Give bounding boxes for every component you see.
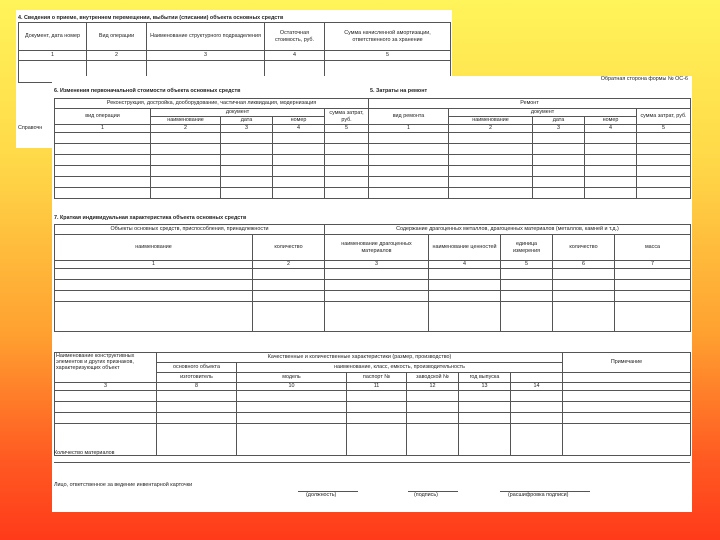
cell (407, 424, 459, 456)
sheet-front (52, 76, 692, 512)
sheet1-header: Вид операции (87, 23, 147, 51)
sec7-title: 7. Краткая индивидуальная характеристика объекта основных средств (54, 215, 247, 221)
cell (585, 155, 637, 166)
col-number: 12 (407, 383, 459, 391)
cell (55, 133, 151, 144)
col-number: 1 (55, 125, 151, 133)
cell (615, 280, 691, 291)
cell (615, 269, 691, 280)
cell (151, 177, 221, 188)
cell (369, 155, 449, 166)
cell (637, 188, 691, 199)
cell (325, 144, 369, 155)
sec5-sub: Ремонт (369, 99, 691, 109)
cell (429, 280, 501, 291)
cell (369, 133, 449, 144)
sheet1-header: Наименование структурного подразделения (147, 23, 265, 51)
sec5-title: 5. Затраты на ремонт (370, 88, 428, 94)
cell (449, 144, 533, 155)
cell (325, 177, 369, 188)
cell (533, 177, 585, 188)
cell (151, 144, 221, 155)
cell (449, 133, 533, 144)
sec5-doc: номер (585, 117, 637, 125)
sign-label-signature: (подпись) (414, 492, 438, 498)
cell (55, 188, 151, 199)
sign-label-position: (должность) (306, 492, 337, 498)
cell (511, 391, 563, 402)
col-number: 4 (273, 125, 325, 133)
col-number: 3 (55, 383, 157, 391)
cell (157, 391, 237, 402)
cell (563, 373, 691, 383)
sign-label-decoding: (расшифровка подписи) (508, 492, 569, 498)
cell (273, 188, 325, 199)
cell (501, 269, 553, 280)
cell (533, 166, 585, 177)
cell (55, 177, 151, 188)
cell (347, 391, 407, 402)
cell (55, 391, 157, 402)
sec8-col: паспорт № (347, 373, 407, 383)
divider (54, 462, 690, 463)
col-number: 4 (429, 261, 501, 269)
cell (347, 413, 407, 424)
cell (55, 402, 157, 413)
cell (237, 391, 347, 402)
cell (511, 424, 563, 456)
cell (553, 291, 615, 302)
sec8-note: Примечание (563, 353, 691, 373)
sheet1-table (18, 22, 451, 83)
sec7-table (54, 224, 691, 332)
cell (55, 302, 253, 332)
cell (325, 188, 369, 199)
sec8-col: изготовитель (157, 373, 237, 383)
cell (533, 155, 585, 166)
cell (459, 402, 511, 413)
cell (511, 373, 563, 383)
sec8-table (54, 352, 691, 456)
col-number: 13 (459, 383, 511, 391)
cell (157, 413, 237, 424)
sec6-doc: наименование (151, 117, 221, 125)
cell (637, 166, 691, 177)
col-number: 10 (237, 383, 347, 391)
sec6-col: сумма затрат, руб. (325, 109, 369, 125)
cell (369, 166, 449, 177)
cell (459, 424, 511, 456)
cell (55, 280, 253, 291)
cell (151, 133, 221, 144)
col-number: 5 (501, 261, 553, 269)
form-label: Обратная сторона формы № ОС-6 (600, 76, 688, 82)
col-number: 11 (347, 383, 407, 391)
col-number: 2 (253, 261, 325, 269)
cell (449, 166, 533, 177)
cell (55, 155, 151, 166)
cell (55, 269, 253, 280)
cell (273, 166, 325, 177)
sec8-col: основного объекта (157, 363, 237, 373)
cell (501, 291, 553, 302)
col-number: 3 (147, 51, 265, 61)
cell (253, 280, 325, 291)
col-number: 2 (151, 125, 221, 133)
cell (325, 166, 369, 177)
cell (221, 144, 273, 155)
col-number: 6 (553, 261, 615, 269)
sec8-col: год выпуска (459, 373, 511, 383)
left-stub: Справочн (18, 125, 43, 131)
sec5-table (368, 98, 691, 199)
cell (429, 269, 501, 280)
cell (325, 280, 429, 291)
cell (459, 391, 511, 402)
cell (429, 302, 501, 332)
cell (237, 424, 347, 456)
cell (563, 413, 691, 424)
cell (273, 177, 325, 188)
cell (273, 133, 325, 144)
sec8-left: Наименование конструктивных элементов и других признаков, характеризующих объект (55, 353, 157, 383)
cell (637, 155, 691, 166)
cell (369, 177, 449, 188)
col-number: 5 (325, 125, 369, 133)
sec7-col: количество (553, 235, 615, 261)
cell (615, 302, 691, 332)
sec6-sub: Реконструкция, достройка, дооборудование, частичная ликвидация, модернизация (55, 99, 369, 109)
cell (501, 280, 553, 291)
cell (533, 133, 585, 144)
footer-responsible: Лицо, ответственное за ведение инвентарной карточки (54, 482, 193, 488)
cell (325, 302, 429, 332)
cell (585, 144, 637, 155)
cell (533, 188, 585, 199)
sec6-title: 6. Изменения первоначальной стоимости объекта основных средств (54, 88, 241, 94)
cell (55, 166, 151, 177)
cell (325, 269, 429, 280)
sheet1-header: Сумма начисленной амортизации, ответственного за хранение (325, 23, 451, 51)
cell (429, 291, 501, 302)
sheet1-title: 4. Сведения о приеме, внутреннем перемещении, выбытии (списании) объекта основных средств (18, 15, 284, 21)
cell (553, 269, 615, 280)
sec5-doc: дата (533, 117, 585, 125)
cell (449, 177, 533, 188)
cell (273, 155, 325, 166)
col-number: 8 (157, 383, 237, 391)
col-number: 3 (533, 125, 585, 133)
cell (347, 424, 407, 456)
cell (637, 144, 691, 155)
col-number: 1 (55, 261, 253, 269)
col-number: 14 (511, 383, 563, 391)
col-number: 5 (325, 51, 451, 61)
cell (563, 402, 691, 413)
sec6-doc: дата (221, 117, 273, 125)
col-number: 5 (637, 125, 691, 133)
cell (237, 402, 347, 413)
cell (563, 391, 691, 402)
cell (511, 413, 563, 424)
cell (615, 291, 691, 302)
cell (585, 177, 637, 188)
cell (563, 424, 691, 456)
cell (369, 144, 449, 155)
sec7-col: наименование ценностей (429, 235, 501, 261)
cell (459, 413, 511, 424)
cell (151, 155, 221, 166)
cell (533, 144, 585, 155)
cell (273, 144, 325, 155)
col-number: 7 (615, 261, 691, 269)
col-number: 4 (265, 51, 325, 61)
cell (55, 144, 151, 155)
cell (221, 188, 273, 199)
cell (637, 133, 691, 144)
cell (221, 166, 273, 177)
cell (157, 424, 237, 456)
cell (449, 155, 533, 166)
sec5-col: сумма затрат, руб. (637, 109, 691, 125)
cell (157, 402, 237, 413)
sec6-table (54, 98, 369, 199)
cell (253, 269, 325, 280)
sec7-col: наименование (55, 235, 253, 261)
cell (563, 383, 691, 391)
cell (407, 391, 459, 402)
cell (253, 291, 325, 302)
sec8-h: Качественные и количественные характеристики (размер, производство) (157, 353, 563, 363)
cell (585, 166, 637, 177)
sec8-col: наименование, класс, емкость, производительность (237, 363, 563, 373)
cell (55, 291, 253, 302)
cell (511, 402, 563, 413)
cell (553, 302, 615, 332)
cell (585, 133, 637, 144)
sec6-doc: номер (273, 117, 325, 125)
cell (325, 155, 369, 166)
cell (55, 413, 157, 424)
sec7-col: наименование драгоценных материалов (325, 235, 429, 261)
sheet1-header: Документ, дата номер (19, 23, 87, 51)
cell (221, 155, 273, 166)
cell (347, 402, 407, 413)
cell (151, 166, 221, 177)
sec7-h1: Объекты основных средств, приспособления, принадлежности (55, 225, 325, 235)
sec7-h2: Содержание драгоценных металлов, драгоценных материалов (металлов, камней и т.д.) (325, 225, 691, 235)
cell (221, 177, 273, 188)
cell (325, 133, 369, 144)
cell (585, 188, 637, 199)
footer-materials: Количество материалов (54, 450, 115, 456)
sec6-col: вид операции (55, 109, 151, 125)
cell (221, 133, 273, 144)
cell (325, 291, 429, 302)
cell (151, 188, 221, 199)
sec5-doc: наименование (449, 117, 533, 125)
cell (501, 302, 553, 332)
col-number: 3 (325, 261, 429, 269)
cell (449, 188, 533, 199)
sec5-col: документ (449, 109, 637, 117)
cell (553, 280, 615, 291)
sec7-col: масса (615, 235, 691, 261)
col-number: 2 (449, 125, 533, 133)
cell (407, 402, 459, 413)
cell (253, 302, 325, 332)
sec6-col: документ (151, 109, 325, 117)
cell (237, 413, 347, 424)
col-number: 1 (369, 125, 449, 133)
sec7-col: единица измерения (501, 235, 553, 261)
sheet1-header: Остаточная стоимость, руб. (265, 23, 325, 51)
col-number: 1 (19, 51, 87, 61)
sec8-col: модель (237, 373, 347, 383)
col-number: 4 (585, 125, 637, 133)
col-number: 2 (87, 51, 147, 61)
sec7-col: количество (253, 235, 325, 261)
cell (637, 177, 691, 188)
sec5-col: вид ремонта (369, 109, 449, 125)
cell (407, 413, 459, 424)
sec8-col: заводской № (407, 373, 459, 383)
col-number: 3 (221, 125, 273, 133)
cell (369, 188, 449, 199)
